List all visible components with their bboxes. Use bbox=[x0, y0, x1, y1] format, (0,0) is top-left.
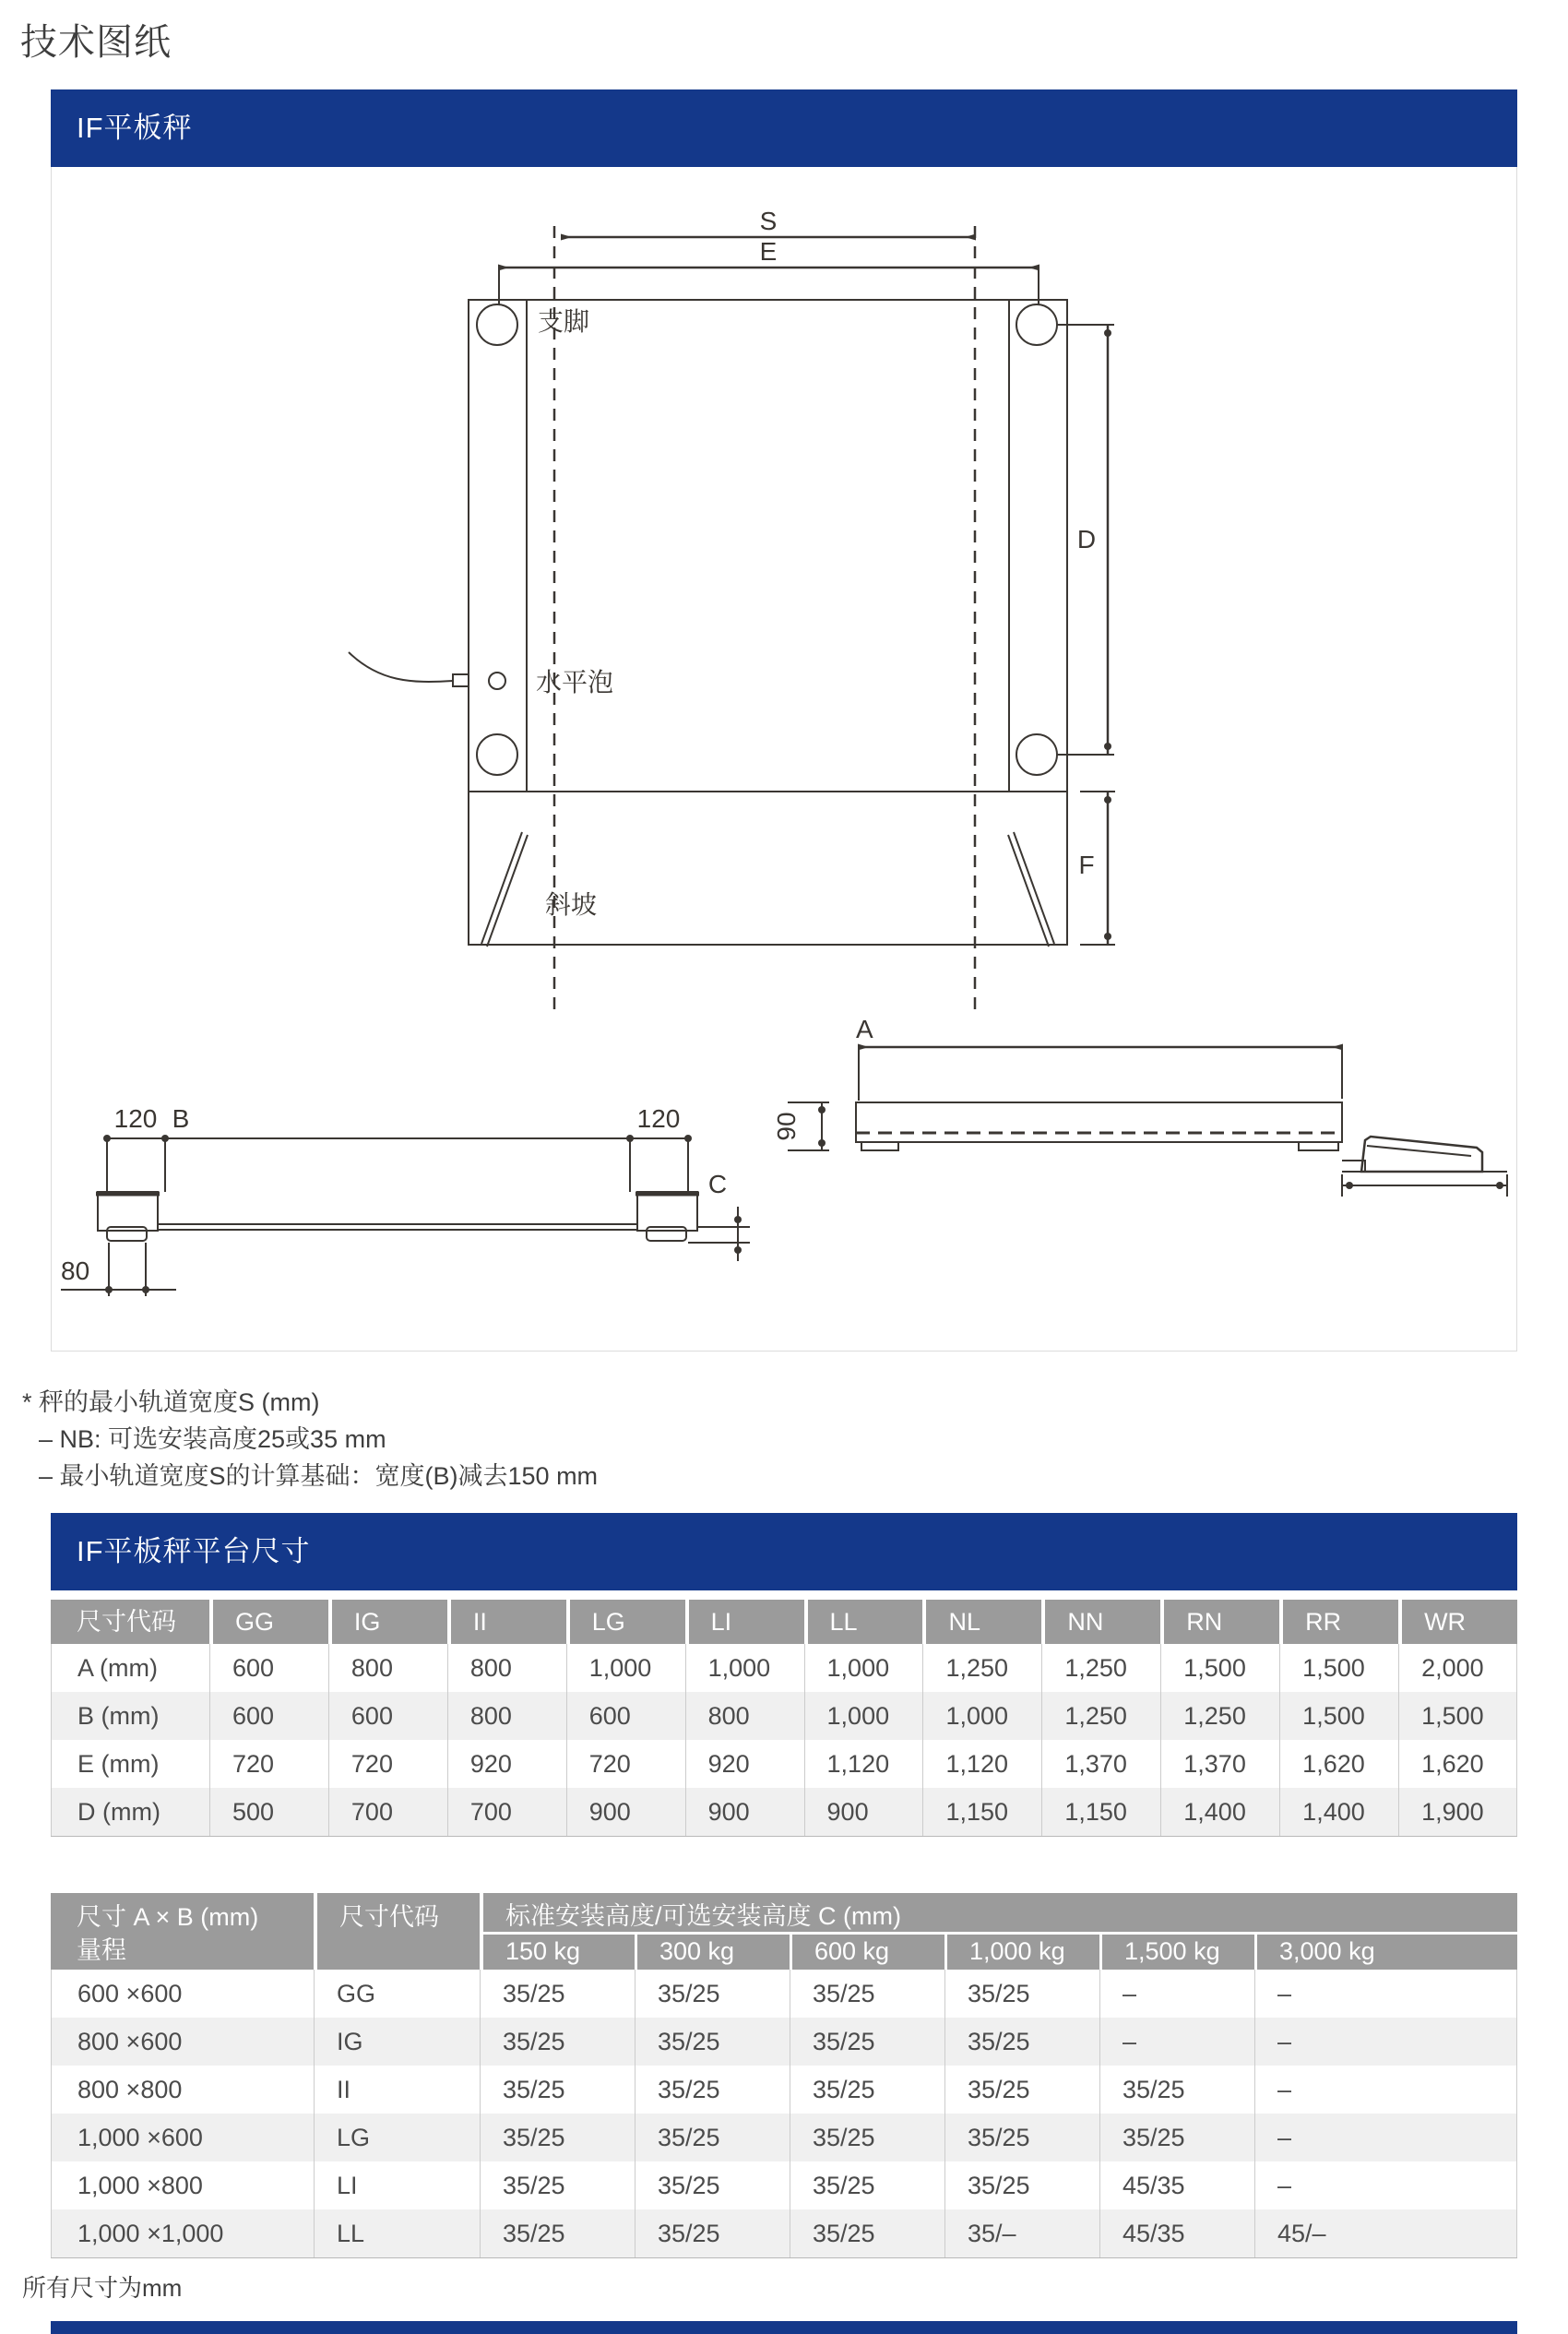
column-header: LG bbox=[566, 1600, 685, 1644]
dim-label-b: B bbox=[172, 1104, 190, 1133]
table-cell: 35/25 bbox=[790, 2209, 944, 2257]
footnotes bbox=[22, 1384, 598, 1494]
next-section-bar bbox=[51, 2321, 1517, 2334]
column-header-300kg: 300 kg bbox=[635, 1935, 790, 1970]
table-cell: 35/25 bbox=[480, 2161, 635, 2209]
footnote-line: * 秤的最小轨道宽度S (mm) bbox=[22, 1388, 320, 1416]
table-cell: 35/25 bbox=[944, 2161, 1099, 2209]
table-cell: 800 bbox=[447, 1692, 566, 1740]
platform-dimensions-table bbox=[51, 1600, 1517, 1837]
table-cell: 700 bbox=[328, 1788, 447, 1836]
table-cell: – bbox=[1099, 2018, 1254, 2066]
table-cell: 920 bbox=[447, 1740, 566, 1788]
technical-drawing-canvas bbox=[51, 167, 1517, 1352]
table-cell: IG bbox=[314, 2018, 480, 2066]
table-cell: 1,150 bbox=[1041, 1788, 1160, 1836]
table-cell: 1,000 bbox=[804, 1692, 923, 1740]
table-cell: 700 bbox=[447, 1788, 566, 1836]
table-cell: LI bbox=[314, 2161, 480, 2209]
table-cell: 35/25 bbox=[944, 2018, 1099, 2066]
foot-circle bbox=[477, 304, 517, 345]
table-cell: 35/25 bbox=[790, 2114, 944, 2161]
table-cell: 800 bbox=[328, 1644, 447, 1692]
table-cell: 1,620 bbox=[1279, 1740, 1398, 1788]
table-cell: 1,500 bbox=[1279, 1692, 1398, 1740]
table-cell: II bbox=[314, 2066, 480, 2114]
foot-circle bbox=[477, 734, 517, 775]
plate-outline bbox=[469, 300, 1067, 792]
table-row bbox=[51, 1740, 1517, 1788]
table-cell: 35/25 bbox=[944, 2066, 1099, 2114]
table-cell: 45/35 bbox=[1099, 2209, 1254, 2257]
table-cell: 35/25 bbox=[635, 2114, 790, 2161]
dim-label-d: D bbox=[1076, 525, 1097, 554]
table-cell: 800 bbox=[685, 1692, 804, 1740]
table-cell: 1,250 bbox=[1041, 1692, 1160, 1740]
column-header: RN bbox=[1160, 1600, 1279, 1644]
table-cell: GG bbox=[314, 1970, 480, 2018]
table-cell: 35/25 bbox=[635, 2018, 790, 2066]
column-header-150kg: 150 kg bbox=[480, 1935, 635, 1970]
table-cell: 1,000 ×600 bbox=[51, 2114, 314, 2161]
table-row bbox=[51, 1970, 1517, 2018]
installation-height-table bbox=[51, 1893, 1517, 2258]
table-cell: LL bbox=[314, 2209, 480, 2257]
table-cell: 1,370 bbox=[1160, 1740, 1279, 1788]
level-bubble-circle bbox=[489, 673, 505, 689]
table-cell: 800 ×600 bbox=[51, 2018, 314, 2066]
table-cell: 1,000 bbox=[566, 1644, 685, 1692]
table-cell: 1,000 bbox=[922, 1692, 1041, 1740]
column-header: RR bbox=[1279, 1600, 1398, 1644]
table-row bbox=[51, 1644, 1517, 1692]
dim-label-120-left: 120 bbox=[113, 1104, 158, 1133]
table-cell: 1,620 bbox=[1398, 1740, 1517, 1788]
section-header-label: IF平板秤平台尺寸 bbox=[77, 1535, 311, 1567]
table-cell: 1,500 bbox=[1160, 1644, 1279, 1692]
column-header: IG bbox=[328, 1600, 447, 1644]
column-header: LL bbox=[804, 1600, 923, 1644]
table-cell: 35/– bbox=[944, 2209, 1099, 2257]
dim-label-90: 90 bbox=[772, 1112, 801, 1141]
table-row bbox=[51, 1788, 1517, 1836]
table-body bbox=[51, 1644, 1517, 1837]
table-cell: 600 bbox=[328, 1692, 447, 1740]
dim-label-s: S bbox=[759, 207, 778, 235]
dim-label-120-right: 120 bbox=[636, 1104, 681, 1133]
table-cell: 600 bbox=[566, 1692, 685, 1740]
table-cell: 45/– bbox=[1254, 2209, 1517, 2257]
table-cell: 1,250 bbox=[1041, 1644, 1160, 1692]
table-cell: 35/25 bbox=[635, 1970, 790, 2018]
label-ramp: 斜坡 bbox=[545, 890, 598, 919]
table-cell: 600 bbox=[209, 1692, 328, 1740]
table-cell: 1,000 bbox=[804, 1644, 923, 1692]
label-level-bubble: 水平泡 bbox=[536, 668, 614, 697]
foot-circle bbox=[1016, 734, 1057, 775]
table-cell: 35/25 bbox=[790, 2066, 944, 2114]
table-cell: A (mm) bbox=[51, 1644, 209, 1692]
table-row bbox=[51, 2114, 1517, 2161]
table-body bbox=[51, 1970, 1517, 2258]
table-cell: 720 bbox=[209, 1740, 328, 1788]
table-header-row bbox=[51, 1600, 1517, 1644]
table-cell: 35/25 bbox=[635, 2066, 790, 2114]
table-cell: 1,250 bbox=[922, 1644, 1041, 1692]
column-header: WR bbox=[1398, 1600, 1517, 1644]
ramp-outline bbox=[469, 792, 1067, 945]
table-cell: 900 bbox=[685, 1788, 804, 1836]
column-header: II bbox=[447, 1600, 566, 1644]
table-cell: 35/25 bbox=[635, 2209, 790, 2257]
footnote-line: – NB: 可选安装高度25或35 mm bbox=[39, 1425, 386, 1453]
table-cell: 35/25 bbox=[480, 1970, 635, 2018]
dim-label-80: 80 bbox=[61, 1256, 90, 1285]
table-cell: 1,120 bbox=[804, 1740, 923, 1788]
front-section-view bbox=[61, 1135, 750, 1296]
table-row bbox=[51, 2209, 1517, 2257]
table-cell: 600 ×600 bbox=[51, 1970, 314, 2018]
table-cell: 35/25 bbox=[635, 2161, 790, 2209]
table-cell: 1,120 bbox=[922, 1740, 1041, 1788]
dim-label-e: E bbox=[759, 237, 778, 266]
table-cell: 900 bbox=[804, 1788, 923, 1836]
column-header-3000kg: 3,000 kg bbox=[1254, 1935, 1517, 1970]
table-cell: LG bbox=[314, 2114, 480, 2161]
column-header: NL bbox=[922, 1600, 1041, 1644]
table-cell: 1,000 ×800 bbox=[51, 2161, 314, 2209]
column-header-600kg: 600 kg bbox=[790, 1935, 944, 1970]
table-cell: 1,400 bbox=[1160, 1788, 1279, 1836]
table-cell: – bbox=[1254, 2114, 1517, 2161]
dim-label-f: F bbox=[1078, 851, 1095, 879]
table-cell: 35/25 bbox=[1099, 2114, 1254, 2161]
table-cell: 800 bbox=[447, 1644, 566, 1692]
foot-circle bbox=[1016, 304, 1057, 345]
table-cell: 45/35 bbox=[1099, 2161, 1254, 2209]
table-cell: – bbox=[1254, 2018, 1517, 2066]
table-cell: 35/25 bbox=[480, 2066, 635, 2114]
footnote-line: – 最小轨道宽度S的计算基础：宽度(B)减去150 mm bbox=[39, 1462, 599, 1490]
column-header-1500kg: 1,500 kg bbox=[1099, 1935, 1254, 1970]
table-row bbox=[51, 1692, 1517, 1740]
table-cell: 2,000 bbox=[1398, 1644, 1517, 1692]
table-cell: 1,500 bbox=[1398, 1692, 1517, 1740]
table-cell: 1,150 bbox=[922, 1788, 1041, 1836]
table-cell: 900 bbox=[566, 1788, 685, 1836]
table-cell: 35/25 bbox=[790, 1970, 944, 2018]
column-header-code: 尺寸代码 bbox=[314, 1893, 480, 1970]
table-cell: 35/25 bbox=[1099, 2066, 1254, 2114]
table-cell: 35/25 bbox=[480, 2114, 635, 2161]
table-cell: 720 bbox=[566, 1740, 685, 1788]
table-cell: D (mm) bbox=[51, 1788, 209, 1836]
section-header-label: IF平板秤 bbox=[77, 112, 193, 144]
column-header: LI bbox=[685, 1600, 804, 1644]
section-header-platform-dimensions bbox=[51, 1513, 1517, 1590]
dim-label-a: A bbox=[856, 1015, 873, 1043]
table-cell: 1,500 bbox=[1279, 1644, 1398, 1692]
table-row bbox=[51, 2161, 1517, 2209]
table-cell: 35/25 bbox=[944, 1970, 1099, 2018]
table-cell: E (mm) bbox=[51, 1740, 209, 1788]
table-cell: B (mm) bbox=[51, 1692, 209, 1740]
table-cell: 35/25 bbox=[790, 2018, 944, 2066]
dimension-labels bbox=[61, 207, 1096, 1285]
column-header-heights: 标准安装高度/可选安装高度 C (mm) bbox=[480, 1893, 1517, 1935]
table-cell: 35/25 bbox=[944, 2114, 1099, 2161]
table-cell: 1,900 bbox=[1398, 1788, 1517, 1836]
table-header bbox=[51, 1893, 1517, 1970]
table-cell: 1,400 bbox=[1279, 1788, 1398, 1836]
table-cell: 600 bbox=[209, 1644, 328, 1692]
cable-connector bbox=[453, 674, 469, 686]
table-row bbox=[51, 2066, 1517, 2114]
dim-label-c: C bbox=[707, 1170, 728, 1198]
table-cell: 1,000 ×1,000 bbox=[51, 2209, 314, 2257]
table-cell: – bbox=[1254, 2066, 1517, 2114]
table-row bbox=[51, 2018, 1517, 2066]
table-cell: – bbox=[1099, 1970, 1254, 2018]
column-header: 尺寸代码 bbox=[77, 1608, 176, 1636]
table-cell: 1,250 bbox=[1160, 1692, 1279, 1740]
top-view bbox=[349, 226, 1115, 1010]
table-cell: – bbox=[1254, 2161, 1517, 2209]
scale-drawing bbox=[52, 167, 1516, 1350]
cable bbox=[349, 652, 453, 682]
column-header-capacity: 量程 bbox=[77, 1936, 126, 1964]
table-cell: 920 bbox=[685, 1740, 804, 1788]
side-section-view bbox=[788, 1047, 1507, 1197]
table-cell: 35/25 bbox=[480, 2209, 635, 2257]
section-header-if-scale bbox=[51, 89, 1517, 167]
page-title: 技术图纸 bbox=[20, 22, 172, 63]
table-cell: 35/25 bbox=[480, 2018, 635, 2066]
column-header: NN bbox=[1041, 1600, 1160, 1644]
table-cell: 800 ×800 bbox=[51, 2066, 314, 2114]
table-cell: 500 bbox=[209, 1788, 328, 1836]
table-cell: 720 bbox=[328, 1740, 447, 1788]
table-cell: 1,000 bbox=[685, 1644, 804, 1692]
column-header: GG bbox=[209, 1600, 328, 1644]
all-dimensions-note: 所有尺寸为mm bbox=[22, 2274, 183, 2302]
table-cell: – bbox=[1254, 1970, 1517, 2018]
column-header-size: 尺寸 A × B (mm) bbox=[77, 1903, 259, 1931]
label-foot: 支脚 bbox=[538, 307, 590, 336]
column-header-1000kg: 1,000 kg bbox=[944, 1935, 1099, 1970]
table-cell: 1,370 bbox=[1041, 1740, 1160, 1788]
table-cell: 35/25 bbox=[790, 2161, 944, 2209]
